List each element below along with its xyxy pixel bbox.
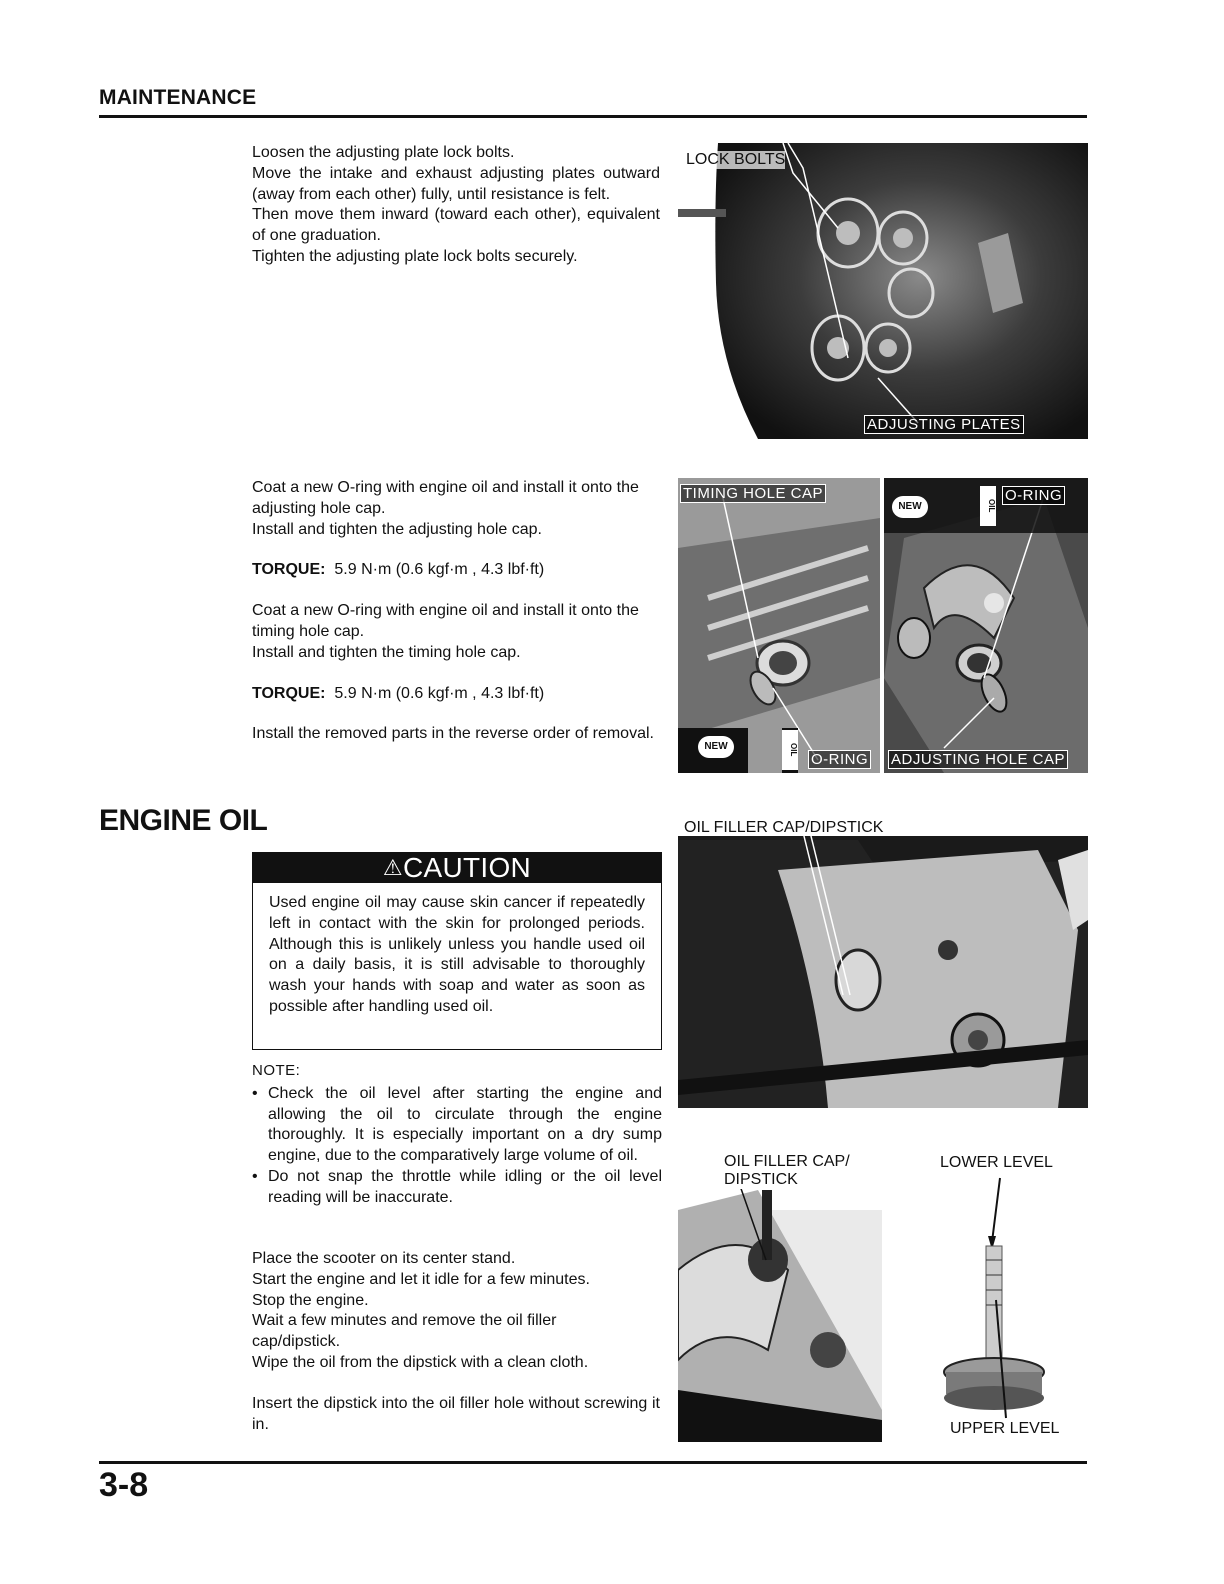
new-o-ring-icon: NEW — [698, 736, 734, 758]
engine-oil-heading: ENGINE OIL — [99, 804, 268, 837]
instruction-line: Tighten the adjusting plate lock bolts securely. — [252, 247, 578, 265]
timing-cap-photo — [678, 478, 880, 773]
torque-label: TORQUE: — [252, 684, 326, 702]
step-line: Start the engine and let it idle for a few minutes. — [252, 1270, 590, 1288]
torque-label: TORQUE: — [252, 561, 326, 579]
bullet-icon: • — [252, 1167, 258, 1185]
engine-photo — [678, 143, 1088, 439]
header-rule — [99, 115, 1087, 118]
oil-check-steps — [252, 1249, 660, 1435]
step-line: Wait a few minutes and remove the oil filler cap/dipstick. — [252, 1312, 557, 1351]
note-text: Do not snap the throttle while idling or the oil level reading will be inaccurate. — [268, 1167, 662, 1206]
oil-can-icon: OIL — [980, 486, 996, 526]
note-label: NOTE: — [252, 1062, 301, 1079]
note-section — [252, 1061, 662, 1209]
footer-rule — [99, 1461, 1087, 1464]
adjusting-hole-cap-label: ADJUSTING HOLE CAP — [888, 750, 1068, 769]
caution-text: Used engine oil may cause skin cancer if repeatedly left in contact with the skin for prolonged periods. Although this is unlikely unless you handle used oil on a daily basis, it is still advisable to thoroughly wash your hands with soap and water as soon as possible after handling used oil. — [269, 894, 645, 1015]
bullet-icon: • — [252, 1084, 258, 1102]
oil-can-icon: OIL — [782, 730, 798, 770]
lock-bolts-label: LOCK BOLTS — [686, 151, 786, 168]
torque-value: 5.9 N·m (0.6 kgf·m , 4.3 lbf·ft) — [334, 561, 545, 579]
figure-timing-hole-cap — [678, 478, 880, 773]
dipstick-removal-photo — [678, 1150, 882, 1442]
section-header-title: MAINTENANCE — [99, 86, 257, 109]
caution-header — [253, 853, 661, 883]
instruction-line: Install and tighten the timing hole cap. — [252, 643, 521, 661]
oil-filler-photo — [678, 810, 1088, 1108]
timing-hole-cap-label: TIMING HOLE CAP — [680, 484, 826, 503]
dipstick-drawing — [900, 1150, 1088, 1442]
torque-spec — [252, 684, 660, 705]
instruction-line: Coat a new O-ring with engine oil and install it onto the adjusting hole cap. — [252, 479, 639, 517]
o-ring-label-bottom: O-RING — [808, 750, 871, 769]
oil-filler-cap-dipstick-label: OIL FILLER CAP/DIPSTICK — [684, 819, 884, 836]
step-line: Wipe the oil from the dipstick with a clean cloth. — [252, 1353, 589, 1371]
caution-box — [252, 852, 662, 1050]
torque-spec — [252, 560, 660, 581]
valve-adjust-instructions — [252, 143, 660, 268]
instruction-line: Then move them inward (toward each other), equivalent of one graduation. — [252, 206, 660, 245]
figure-adjusting-hole-cap — [884, 478, 1088, 773]
step-line: Place the scooter on its center stand. — [252, 1250, 516, 1267]
torque-value: 5.9 N·m (0.6 kgf·m , 4.3 lbf·ft) — [334, 684, 545, 702]
note-bullet — [252, 1167, 662, 1209]
instruction-line: Install the removed parts in the reverse order of removal. — [252, 725, 654, 743]
figure-dipstick-levels — [900, 1150, 1088, 1442]
upper-level-label: UPPER LEVEL — [950, 1420, 1060, 1437]
adjusting-plates-label: ADJUSTING PLATES — [864, 415, 1024, 434]
figure-oil-filler-cap — [678, 810, 1088, 1108]
o-ring-label-top: O-RING — [1002, 486, 1065, 505]
instruction-line: Install and tighten the adjusting hole cap. — [252, 520, 542, 538]
note-text: Check the oil level after starting the engine and allowing the oil to circulate through the engine thoroughly. It is especially important on a dry sump engine, due to the comparatively large volume of oil. — [268, 1084, 662, 1165]
caution-title: CAUTION — [402, 852, 532, 883]
instruction-line: Move the intake and exhaust adjusting plates outward (away from each other) fully, until resistance is felt. — [252, 164, 660, 203]
oil-filler-cap-label-line1: OIL FILLER CAP/ — [724, 1153, 850, 1170]
step-line: Insert the dipstick into the oil filler hole without screwing it in. — [252, 1394, 660, 1433]
step-line: Stop the engine. — [252, 1291, 369, 1309]
o-ring-instructions — [252, 478, 660, 745]
lower-level-label: LOWER LEVEL — [940, 1154, 1053, 1171]
figure-lock-bolts — [678, 143, 1088, 439]
figure-dipstick-removal — [678, 1150, 882, 1442]
new-o-ring-icon: NEW — [892, 496, 928, 518]
page-number: 3-8 — [99, 1466, 149, 1504]
warning-triangle-icon: ⚠ — [382, 855, 403, 880]
oil-filler-cap-label-line2: DIPSTICK — [724, 1171, 798, 1188]
note-bullet — [252, 1084, 662, 1167]
instruction-line: Loosen the adjusting plate lock bolts. — [252, 144, 515, 161]
instruction-line: Coat a new O-ring with engine oil and install it onto the timing hole cap. — [252, 602, 639, 640]
